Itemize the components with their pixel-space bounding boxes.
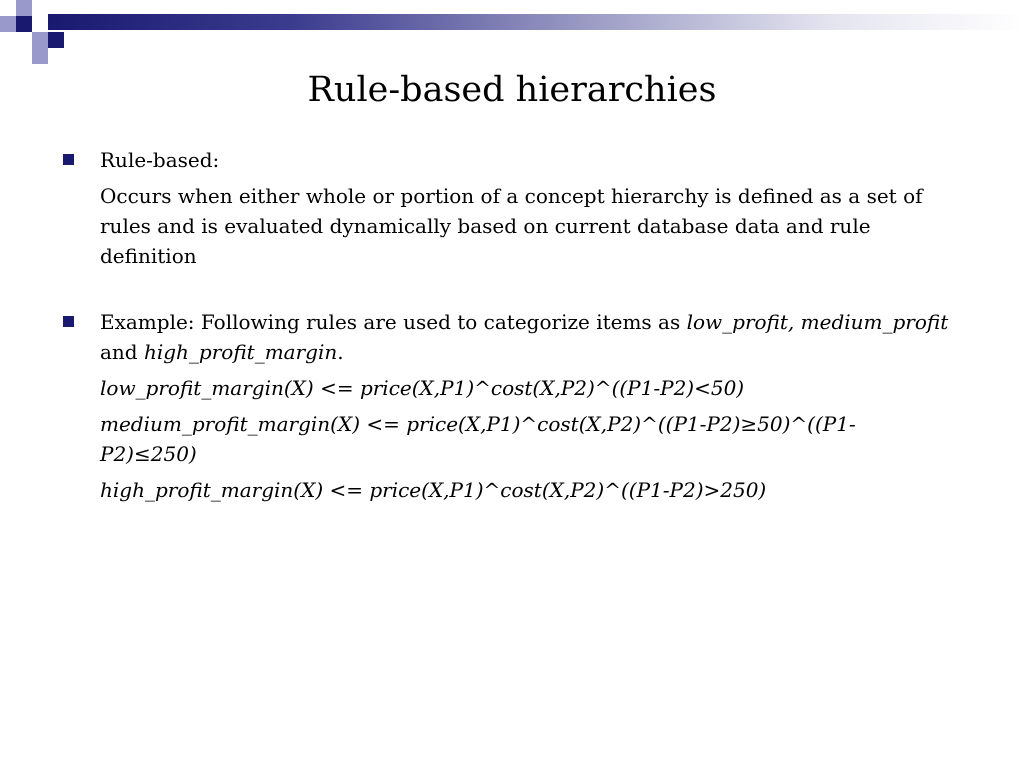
header-gradient-band — [48, 14, 1024, 30]
decor-square — [16, 16, 32, 32]
square-bullet-icon — [63, 316, 74, 327]
bullet-item-rule-based — [60, 145, 950, 271]
bullet-description: Occurs when either whole or portion of a concept hierarchy is defined as a set of rules and is evaluated dynamically based on current database data and rule definition — [100, 184, 923, 268]
header-decoration — [0, 0, 1024, 64]
rule-medium-profit: medium_profit_margin(X) <= price(X,P1)^cost(X,P2)^((P1-P2)≥50)^((P1-P2)≤250) — [100, 412, 856, 466]
term-medium-profit: medium_profit — [800, 310, 949, 334]
decor-square — [32, 48, 48, 64]
rule-high-profit: high_profit_margin(X) <= price(X,P1)^cost(X,P2)^((P1-P2)>250) — [100, 478, 767, 502]
example-intro — [100, 307, 950, 367]
rule-low-profit: low_profit_margin(X) <= price(X,P1)^cost(X,P2)^((P1-P2)<50) — [100, 376, 745, 400]
bullet-item-example — [60, 307, 950, 505]
decor-square — [48, 32, 64, 48]
decor-square — [0, 16, 16, 32]
slide-title: Rule-based hierarchies — [307, 70, 717, 110]
decor-square — [0, 0, 16, 16]
example-suffix: . — [337, 340, 344, 364]
decor-square — [16, 0, 32, 16]
slide-body — [60, 145, 950, 505]
bullet-label: Rule-based: — [100, 148, 220, 172]
term-high-profit-margin: high_profit_margin — [143, 340, 338, 364]
term-low-profit: low_profit, — [686, 310, 795, 334]
square-bullet-icon — [63, 154, 74, 165]
decor-square — [32, 32, 48, 48]
example-prefix: Example: Following rules are used to categorize items as — [100, 310, 687, 334]
example-joiner: and — [100, 340, 144, 364]
